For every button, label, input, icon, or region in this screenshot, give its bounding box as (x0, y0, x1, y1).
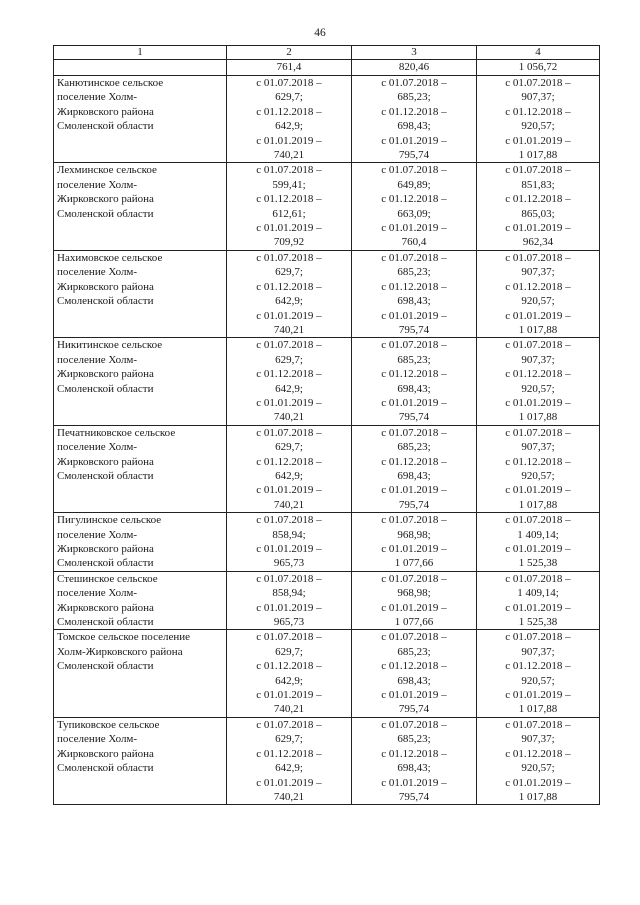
tariff-value-cell (227, 163, 352, 250)
tariff-value-line: с 01.07.2018 – (505, 514, 571, 527)
tariff-value-line: 1 017,88 (518, 790, 558, 803)
tariff-value-line: 795,74 (398, 790, 430, 803)
tariff-value-line: с 01.12.2018 – (256, 105, 322, 118)
tariff-value-cell (352, 250, 477, 337)
tariff-value-line: с 01.12.2018 – (381, 368, 447, 381)
settlement-name-cell (54, 717, 227, 804)
settlement-name-line: Смоленской области (57, 207, 154, 220)
tariff-value-line: с 01.07.2018 – (256, 426, 322, 439)
tariff-value-line: с 01.12.2018 – (256, 455, 322, 468)
tariff-value-line: с 01.01.2019 – (505, 689, 571, 702)
settlement-name-cell (54, 250, 227, 337)
tariff-value-line: с 01.12.2018 – (256, 747, 322, 760)
tariff-value-line: 698,43; (397, 469, 431, 482)
tariff-value-line: 629,7; (275, 645, 303, 658)
settlement-name-cell (54, 76, 227, 163)
tariff-value-line: с 01.01.2019 – (505, 484, 571, 497)
tariff-value-line: с 01.07.2018 – (381, 339, 447, 352)
tariff-value-line: с 01.01.2019 – (256, 134, 322, 147)
header-cell-2: 2 (227, 46, 352, 60)
tariff-value-line: с 01.07.2018 – (256, 251, 322, 264)
tariff-value-line: с 01.01.2019 – (256, 309, 322, 322)
tariff-value-line: 642,9; (275, 469, 303, 482)
settlement-name-line: Стешинское сельское (57, 572, 158, 585)
tariff-value-line: с 01.07.2018 – (381, 514, 447, 527)
tariff-value-line: 649,89; (397, 178, 431, 191)
tariff-value-line: с 01.01.2019 – (381, 601, 447, 614)
tariff-value-line: 795,74 (398, 149, 430, 162)
settlement-name-line: Смоленской области (57, 120, 154, 133)
tariff-value-line: с 01.01.2019 – (381, 396, 447, 409)
tariff-value-cell (477, 571, 600, 630)
tariff-value-line: с 01.07.2018 – (381, 164, 447, 177)
tariff-value-line: 920,57; (521, 120, 555, 133)
tariff-value-line: с 01.12.2018 – (381, 660, 447, 673)
tariff-value-cell (352, 425, 477, 512)
tariff-value-line: 920,57; (521, 469, 555, 482)
tariff-value-line: 740,21 (273, 149, 305, 162)
settlement-name-line: поселение Холм- (57, 441, 138, 454)
settlement-name-cell (54, 338, 227, 425)
tariff-value-line: с 01.01.2019 – (381, 689, 447, 702)
settlement-row (54, 338, 600, 425)
tariff-value-line: с 01.12.2018 – (381, 280, 447, 293)
tariff-value-line: с 01.01.2019 – (256, 396, 322, 409)
tariff-value-line: 642,9; (275, 382, 303, 395)
tariff-value-line: 1 017,88 (518, 411, 558, 424)
tariff-value-line: с 01.12.2018 – (381, 193, 447, 206)
tariff-value-line: с 01.07.2018 – (505, 339, 571, 352)
settlement-name-line: поселение Холм- (57, 266, 138, 279)
tariff-value-line: с 01.07.2018 – (256, 514, 322, 527)
tariff-value-line: 685,23; (397, 645, 431, 658)
tariff-value-cell (227, 513, 352, 572)
tariff-value-line: 1 409,14; (517, 528, 559, 541)
tariff-value-line: с 01.12.2018 – (505, 105, 571, 118)
settlement-name-line: Смоленской области (57, 762, 154, 775)
tariff-value-line: с 01.01.2019 – (381, 134, 447, 147)
tariff-value-cell (477, 76, 600, 163)
tariff-value-line: 698,43; (397, 120, 431, 133)
settlement-name-line: Жирковского района (57, 368, 154, 381)
settlement-name-line: Томское сельское поселение (57, 631, 191, 644)
tariff-value-line: с 01.12.2018 – (256, 660, 322, 673)
settlement-name-line: Смоленской области (57, 660, 154, 673)
tariff-value-line: с 01.01.2019 – (381, 309, 447, 322)
tariff-value-line: 685,23; (397, 441, 431, 454)
settlement-name-line: Нахимовское сельское (57, 251, 163, 264)
tariff-value-line: с 01.07.2018 – (256, 164, 322, 177)
settlement-row (54, 76, 600, 163)
tariff-value-line: с 01.12.2018 – (505, 660, 571, 673)
tariff-value-cell (227, 76, 352, 163)
tariff-value-line: 968,98; (397, 587, 431, 600)
tariff-value-line: 760,4 (401, 236, 427, 249)
tariff-value-line: с 01.01.2019 – (256, 484, 322, 497)
tariff-value-line: 851,83; (521, 178, 555, 191)
settlement-name-line: Жирковского района (57, 747, 154, 760)
tariff-value-line: 642,9; (275, 295, 303, 308)
settlement-name-line: Смоленской области (57, 469, 154, 482)
tariff-value-line: с 01.01.2019 – (505, 222, 571, 235)
tariff-value-line: с 01.12.2018 – (381, 747, 447, 760)
settlement-name-line: поселение Холм- (57, 528, 138, 541)
tariff-value-line: с 01.07.2018 – (256, 339, 322, 352)
settlement-name-line: Холм-Жирковского района (57, 645, 183, 658)
settlement-row (54, 717, 600, 804)
tariff-value-line: 1 077,66 (394, 616, 434, 629)
tariff-value-line: 642,9; (275, 674, 303, 687)
tariff-value-line: 663,09; (397, 207, 431, 220)
tariff-value-line: с 01.12.2018 – (505, 280, 571, 293)
tariff-value-line: 740,21 (273, 498, 305, 511)
tariff-value-cell (352, 717, 477, 804)
tariff-value-line: 795,74 (398, 323, 430, 336)
tariff-value-line: с 01.07.2018 – (256, 77, 322, 89)
settlement-name-line: поселение Холм- (57, 353, 138, 366)
tariff-value-cell (227, 338, 352, 425)
tariff-value-line: 685,23; (397, 266, 431, 279)
tariff-value-line: с 01.01.2019 – (505, 543, 571, 555)
settlement-name-line: Пигулинское сельское (57, 514, 162, 527)
tariff-value-line: 907,37; (521, 91, 555, 104)
header-row (54, 46, 600, 60)
settlement-name-line: Жирковского района (57, 455, 154, 468)
tariff-value-line: с 01.07.2018 – (256, 631, 322, 644)
tariff-value-line: с 01.01.2019 – (256, 601, 322, 614)
settlement-name-line: Канютинское сельское (57, 77, 164, 89)
tariff-value-line: 709,92 (273, 236, 305, 249)
settlement-name-line: поселение Холм- (57, 733, 138, 746)
tariff-value-line: с 01.07.2018 – (256, 572, 322, 585)
settlement-name-line: Никитинское сельское (57, 339, 163, 352)
settlement-name-line: Жирковского района (57, 105, 154, 118)
settlement-name-line: Смоленской области (57, 616, 154, 629)
settlement-row (54, 163, 600, 250)
tariff-value-line: 740,21 (273, 703, 305, 716)
tariff-value-line: 907,37; (521, 733, 555, 746)
tariff-value-line: 740,21 (273, 411, 305, 424)
tariff-value-cell (227, 425, 352, 512)
tariff-value-line: 1 077,66 (394, 557, 434, 570)
settlement-name-cell (54, 163, 227, 250)
settlement-row (54, 250, 600, 337)
tariff-value-line: с 01.12.2018 – (256, 193, 322, 206)
settlement-name-line: Смоленской области (57, 382, 154, 395)
settlement-name-line: Жирковского района (57, 280, 154, 293)
settlement-name-line: поселение Холм- (57, 91, 138, 104)
header-cell-4: 4 (477, 46, 600, 60)
tariff-value-cell (477, 338, 600, 425)
tariff-value-line: 858,94; (272, 587, 306, 600)
tariff-value-line: 1 017,88 (518, 323, 558, 336)
tariff-value-cell (352, 513, 477, 572)
tariff-value-line: с 01.01.2019 – (256, 543, 322, 555)
tariff-value-line: с 01.07.2018 – (505, 718, 571, 731)
tariff-value-cell (477, 250, 600, 337)
tariff-value-line: с 01.01.2019 – (381, 776, 447, 789)
tariff-value-line: с 01.07.2018 – (505, 631, 571, 644)
tariff-value-line: 685,23; (397, 353, 431, 366)
tariff-value-line: 1 409,14; (517, 587, 559, 600)
settlement-name-cell (54, 571, 227, 630)
tariff-value-line: 612,61; (272, 207, 306, 220)
tariff-value-cell (227, 630, 352, 717)
settlement-row (54, 630, 600, 717)
tariff-value-line: 965,73 (273, 557, 305, 570)
tariff-value-line: с 01.07.2018 – (381, 251, 447, 264)
settlement-name-line: поселение Холм- (57, 587, 138, 600)
tariff-value-cell (352, 571, 477, 630)
tariff-value-line: 907,37; (521, 645, 555, 658)
continuation-value-cell: 761,4 (227, 60, 352, 76)
tariff-value-line: с 01.01.2019 – (256, 776, 322, 789)
tariff-value-line: с 01.01.2019 – (505, 776, 571, 789)
tariff-value-cell (352, 76, 477, 163)
tariff-value-line: 865,03; (521, 207, 555, 220)
page-number: 46 (314, 27, 326, 39)
tariff-value-line: 1 525,38 (518, 557, 558, 570)
continuation-value-cell: 1 056,72 (477, 60, 600, 76)
tariff-value-line: 685,23; (397, 733, 431, 746)
settlement-row (54, 425, 600, 512)
settlement-name-line: Смоленской области (57, 557, 154, 570)
tariff-value-line: 698,43; (397, 762, 431, 775)
tariff-value-line: с 01.12.2018 – (505, 747, 571, 760)
tariff-value-line: 698,43; (397, 674, 431, 687)
tariff-value-line: 642,9; (275, 762, 303, 775)
tariff-value-line: 920,57; (521, 674, 555, 687)
tariff-value-line: с 01.01.2019 – (505, 134, 571, 147)
tariff-value-cell (477, 513, 600, 572)
settlement-name-cell (54, 513, 227, 572)
tariff-value-line: 907,37; (521, 266, 555, 279)
tariff-value-cell (352, 630, 477, 717)
tariff-value-line: с 01.07.2018 – (381, 572, 447, 585)
tariff-value-line: 907,37; (521, 441, 555, 454)
tariff-value-line: 1 525,38 (518, 616, 558, 629)
tariff-value-line: 629,7; (275, 266, 303, 279)
tariff-table (53, 45, 600, 805)
continuation-row (54, 60, 600, 76)
tariff-value-line: 1 017,88 (518, 149, 558, 162)
tariff-value-line: с 01.07.2018 – (381, 718, 447, 731)
tariff-value-line: 740,21 (273, 323, 305, 336)
tariff-value-cell (477, 425, 600, 512)
tariff-value-line: 965,73 (273, 616, 305, 629)
tariff-value-cell (477, 717, 600, 804)
tariff-value-line: с 01.12.2018 – (505, 193, 571, 206)
tariff-value-line: с 01.07.2018 – (256, 718, 322, 731)
header-cell-1: 1 (54, 46, 227, 60)
settlement-name-cell (54, 425, 227, 512)
tariff-value-line: с 01.07.2018 – (505, 164, 571, 177)
tariff-value-line: 698,43; (397, 382, 431, 395)
tariff-value-line: с 01.01.2019 – (505, 309, 571, 322)
tariff-value-line: 907,37; (521, 353, 555, 366)
tariff-value-line: с 01.07.2018 – (505, 251, 571, 264)
tariff-value-line: 599,41; (272, 178, 306, 191)
tariff-value-line: 740,21 (273, 790, 305, 803)
tariff-value-line: с 01.07.2018 – (381, 77, 447, 89)
tariff-value-line: 795,74 (398, 498, 430, 511)
tariff-value-line: с 01.12.2018 – (256, 368, 322, 381)
tariff-value-line: с 01.01.2019 – (381, 543, 447, 555)
tariff-value-cell (352, 163, 477, 250)
tariff-value-line: 1 017,88 (518, 498, 558, 511)
tariff-value-line: с 01.12.2018 – (381, 455, 447, 468)
tariff-value-line: с 01.07.2018 – (505, 572, 571, 585)
tariff-value-line: с 01.12.2018 – (381, 105, 447, 118)
settlement-name-line: Жирковского района (57, 601, 154, 614)
settlement-name-line: Жирковского района (57, 543, 154, 555)
tariff-value-line: 629,7; (275, 353, 303, 366)
tariff-value-line: с 01.07.2018 – (381, 426, 447, 439)
tariff-value-line: с 01.12.2018 – (505, 455, 571, 468)
tariff-table-body (54, 46, 600, 805)
continuation-value-cell: 820,46 (352, 60, 477, 76)
tariff-value-line: 685,23; (397, 91, 431, 104)
tariff-value-line: 698,43; (397, 295, 431, 308)
tariff-value-line: с 01.07.2018 – (381, 631, 447, 644)
tariff-value-line: с 01.01.2019 – (505, 396, 571, 409)
tariff-value-cell (227, 250, 352, 337)
tariff-value-cell (477, 163, 600, 250)
tariff-value-line: 920,57; (521, 295, 555, 308)
tariff-value-cell (477, 630, 600, 717)
tariff-value-line: 642,9; (275, 120, 303, 133)
tariff-value-line: с 01.07.2018 – (505, 426, 571, 439)
settlement-name-line: Лехминское сельское (57, 164, 157, 177)
tariff-value-cell (352, 338, 477, 425)
tariff-value-line: с 01.01.2019 – (381, 484, 447, 497)
tariff-value-line: с 01.07.2018 – (505, 77, 571, 89)
continuation-name-cell (54, 60, 227, 76)
tariff-value-line: 1 017,88 (518, 703, 558, 716)
tariff-value-line: с 01.12.2018 – (505, 368, 571, 381)
settlement-name-line: Тупиковское сельское (57, 718, 160, 731)
tariff-value-line: 968,98; (397, 528, 431, 541)
tariff-value-line: с 01.01.2019 – (381, 222, 447, 235)
settlement-row (54, 513, 600, 572)
tariff-value-line: 629,7; (275, 733, 303, 746)
settlement-name-line: Жирковского района (57, 193, 154, 206)
settlement-name-line: Смоленской области (57, 295, 154, 308)
settlement-name-line: Печатниковское сельское (57, 426, 176, 439)
settlement-name-cell (54, 630, 227, 717)
tariff-value-line: 920,57; (521, 762, 555, 775)
tariff-value-line: 795,74 (398, 411, 430, 424)
tariff-value-line: 920,57; (521, 382, 555, 395)
settlement-row (54, 571, 600, 630)
tariff-value-line: с 01.12.2018 – (256, 280, 322, 293)
header-cell-3: 3 (352, 46, 477, 60)
tariff-value-line: 858,94; (272, 528, 306, 541)
tariff-value-line: 962,34 (522, 236, 554, 249)
tariff-value-line: 795,74 (398, 703, 430, 716)
tariff-value-line: 629,7; (275, 441, 303, 454)
tariff-value-line: 629,7; (275, 91, 303, 104)
tariff-value-line: с 01.01.2019 – (256, 689, 322, 702)
tariff-value-line: с 01.01.2019 – (256, 222, 322, 235)
settlement-name-line: поселение Холм- (57, 178, 138, 191)
tariff-value-cell (227, 717, 352, 804)
tariff-value-cell (227, 571, 352, 630)
tariff-value-line: с 01.01.2019 – (505, 601, 571, 614)
